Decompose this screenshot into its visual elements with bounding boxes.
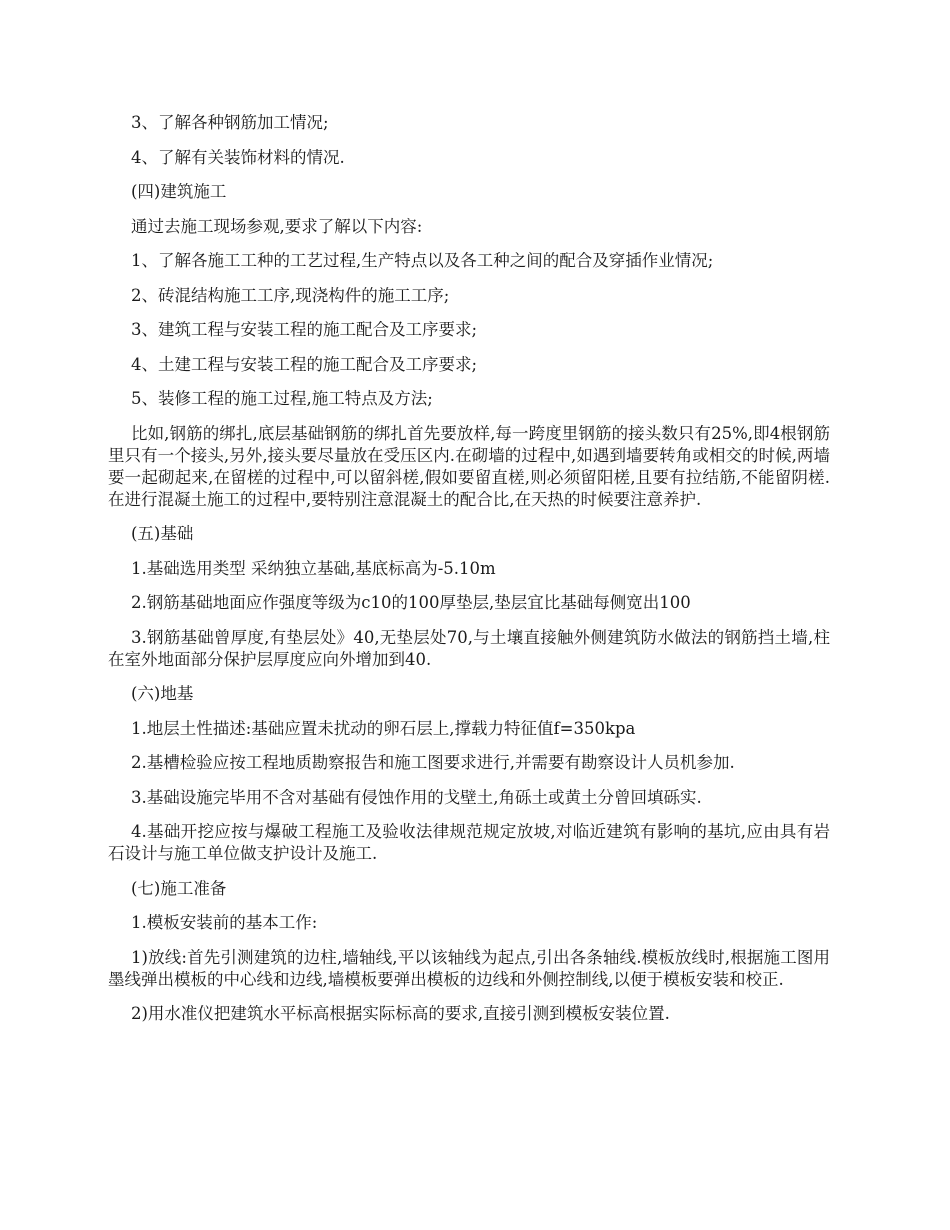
list-item-4-civil-works: 4、土建工程与安装工程的施工配合及工序要求; — [131, 354, 478, 374]
preparation-subitem-1: 1)放线:首先引测建筑的边柱,墙轴线,平以该轴线为起点,引出各条轴线.模板放线时,根据施工图用墨线弹出模板的中心线和边线,墙模板要弹出模板的边线和外侧控制线,以便于模板安装和校正. — [108, 947, 830, 989]
example-paragraph: 比如,钢筋的绑扎,底层基础钢筋的绑扎首先要放样,每一跨度里钢筋的接头数只有25%,即4根钢筋里只有一个接头,另外,接头要尽量放在受压区内.在砌墙的过程中,如遇到墙要转角或相交的时候,两墙要一起砌起来,在留槎的过程中,可以留斜槎,假如要留直槎,则必须留阳槎,且要有拉结筋,不能留阴槎.在进行混凝土施工的过程中,要特别注意混凝土的配合比,在天热的时候要注意养护. — [108, 423, 830, 509]
section-heading-5: (五)基础 — [131, 524, 194, 543]
preparation-item-1: 1.模板安装前的基本工作: — [131, 913, 318, 932]
list-item-2-procedures: 2、砖混结构施工工序,现浇构件的施工工序; — [131, 285, 450, 305]
foundation-item-3: 3.钢筋基础曾厚度,有垫层处》40,无垫层处70,与土壤直接触外侧建筑防水做法的钢筋挡土墙,柱在室外地面部分保护层厚度应向外增加到40. — [108, 627, 830, 669]
subgrade-item-4: 4.基础开挖应按与爆破工程施工及验收法律规范规定放坡,对临近建筑有影响的基坑,应由具有岩石设计与施工单位做支护设计及施工. — [108, 822, 830, 863]
foundation-item-2: 2.钢筋基础地面应作强度等级为c10的100厚垫层,垫层宜比基础每侧宽出100 — [131, 593, 691, 612]
list-item-1-processes: 1、了解各施工工种的工艺过程,生产特点以及各工种之间的配合及穿插作业情况; — [131, 251, 714, 270]
list-item-5-finishing: 5、装修工程的施工过程,施工特点及方法; — [131, 389, 433, 408]
intro-paragraph: 通过去施工现场参观,要求了解以下内容: — [131, 216, 423, 236]
foundation-item-1: 1.基础选用类型 采纳独立基础,基底标高为-5.10m — [131, 558, 496, 578]
subgrade-item-3: 3.基础设施完毕用不含对基础有侵蚀作用的戈壁土,角砾土或黄土分曾回填砾实. — [131, 787, 702, 807]
preparation-subitem-2: 2)用水准仪把建筑水平标高根据实际标高的要求,直接引测到模板安装位置. — [131, 1004, 670, 1023]
section-heading-4: (四)建筑施工 — [131, 182, 227, 201]
list-item-4-decoration-materials: 4、了解有关装饰材料的情况. — [131, 147, 345, 167]
list-item-3-installation: 3、建筑工程与安装工程的施工配合及工序要求; — [131, 320, 478, 339]
section-heading-7: (七)施工准备 — [131, 878, 227, 898]
document-body — [108, 112, 830, 1038]
subgrade-item-1: 1.地层土性描述:基础应置未扰动的卵石层上,撑载力特征值f=350kpa — [131, 718, 636, 738]
list-item-3-rebar-processing: 3、了解各种钢筋加工情况; — [131, 113, 329, 132]
section-heading-6: (六)地基 — [131, 684, 194, 703]
subgrade-item-2: 2.基槽检验应按工程地质勘察报告和施工图要求进行,并需要有勘察设计人员机参加. — [131, 753, 735, 772]
